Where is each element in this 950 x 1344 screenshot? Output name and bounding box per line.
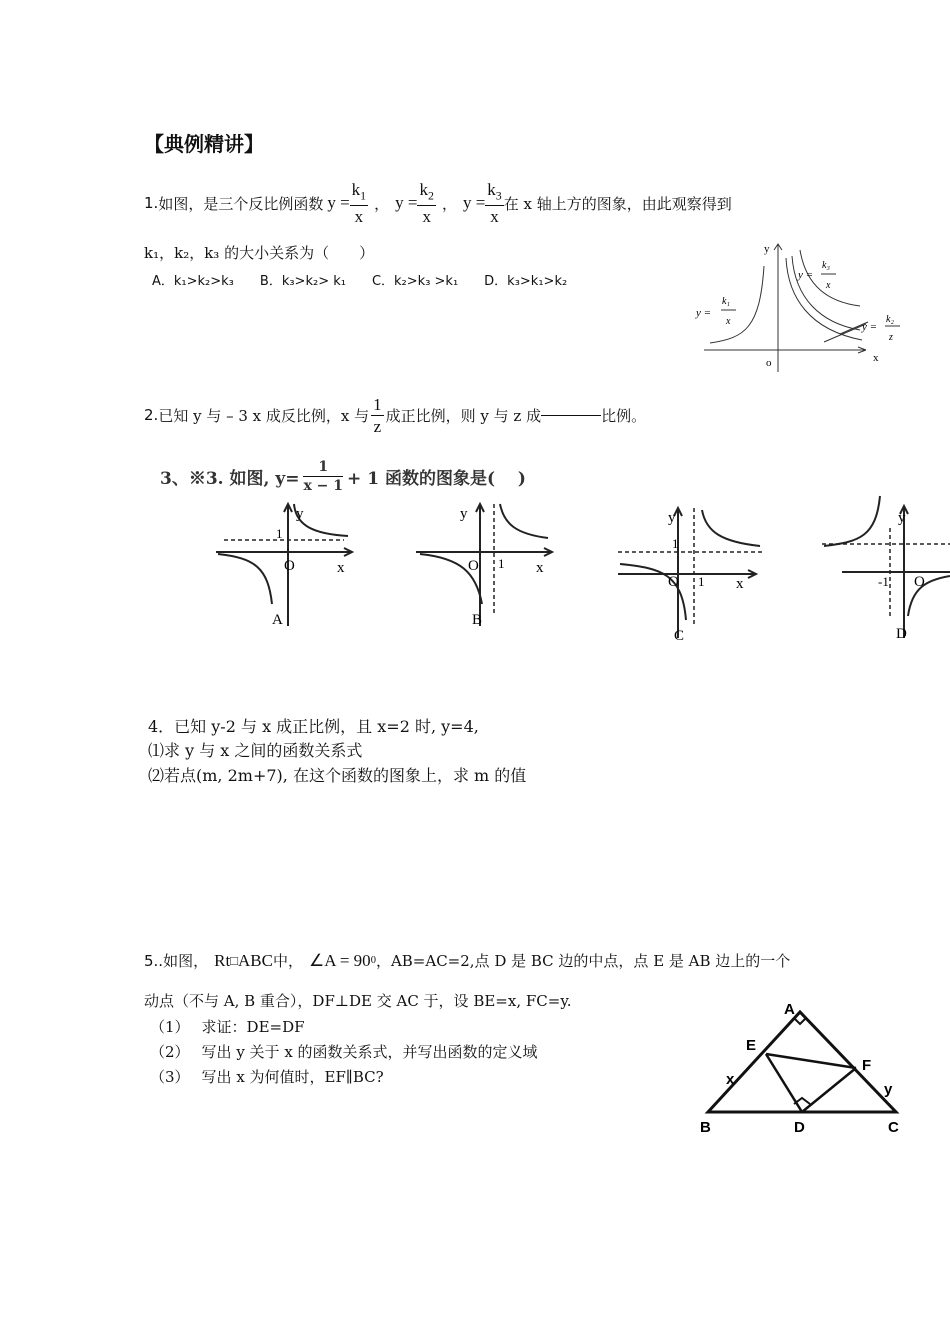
q5-item-1: （1） 求证：DE=DF [150,1018,305,1036]
svg-text:C: C [888,1119,899,1136]
q1-label-2-num: k₃ [822,260,830,271]
q1-f1-lhs: y = [327,193,350,212]
q4-part-2: ⑵若点(m, 2m+7), 在这个函数的图象上，求 m 的值 [148,766,527,785]
q1-f2-lhs: y = [395,193,418,212]
q3-fraction: $\frac{1}{x - 1}$ [303,458,344,494]
svg-text:x: x [536,560,544,576]
q5-item-2: （2） 写出 y 关于 x 的函数关系式，并写出函数的定义域 [150,1043,538,1061]
q1-graph-y: y [764,243,770,255]
svg-text:x: x [726,1071,735,1088]
q1-label-3-den: z [889,332,893,343]
svg-text:-1: -1 [878,574,889,589]
q1-graph-x: x [873,352,879,364]
q2-fraction: $\frac{1}{z}$ [373,394,382,436]
svg-text:x: x [736,576,744,592]
svg-text:1: 1 [498,556,505,571]
q3-stem: 3、※3. 如图, y= $\frac{1}{x - 1}$ + 1 函数的图象是( ) [160,458,526,494]
q1-graph [690,238,910,378]
q1-formula-2: $\frac{k_2}{x}$ [419,180,434,226]
svg-text:1: 1 [672,536,679,551]
q1-label-1-num: k₁ [722,296,730,307]
section-title: 【典例精讲】 [144,132,264,156]
svg-text:F: F [862,1057,872,1074]
q3-graph-b[interactable] [410,496,560,632]
svg-text:O: O [284,558,295,574]
q1-formula-1: $\frac{k_1}{x}$ [351,180,367,226]
svg-text:y: y [296,506,304,522]
svg-text:A: A [784,1001,795,1018]
q4-stem: 4．已知 y-2 与 x 成正比例，且 x=2 时, y=4, [148,717,479,736]
q1-number: 1. [144,194,159,212]
q2-part-b: 成正比例，则 y 与 z 成 [385,406,542,425]
q1-line2: k₁，k₂，k₃ 的大小关系为（ ） [144,244,375,262]
q1-label-3-lhs: y = [862,321,878,333]
q3-graph-d[interactable] [816,492,950,642]
q1-curve-k1 [710,266,764,343]
q1-graph-origin: o [766,357,772,369]
q3-option-c-label: C [674,628,685,644]
q3-graph-c[interactable] [612,500,768,644]
q2-part-a: 已知 y 与 – 3 x 成反比例，x 与 [158,406,370,425]
q5-stem: 5.. 如图， Rt □ ABC 中， ∠A = 90 0 ，AB=AC=2,点 D 是 BC 边的中点，点 E 是 AB 边上的一个 [144,950,791,970]
q1-label-1-lhs: y = [696,307,712,319]
q5-triangle-figure [690,996,920,1146]
q1-label-1-den: x [726,316,731,327]
q3-option-a-label: A [272,612,283,628]
q1-lead: 如图，是三个反比例函数 [158,194,324,213]
segment-ed [766,1054,802,1112]
svg-text:O: O [468,558,479,574]
svg-text:x: x [337,560,345,576]
q1-f3-lhs: y = [462,193,486,212]
q5-item-3: （3） 写出 x 为何值时，EF∥BC? [150,1068,384,1086]
q1-tail: 在 x 轴上方的图象，由此观察得到 [503,194,732,213]
q2-part-c: 比例。 [601,406,647,425]
svg-text:1: 1 [276,526,283,541]
svg-text:y: y [460,506,468,522]
svg-text:B: B [700,1119,711,1136]
q2-blank[interactable] [541,414,601,416]
svg-text:y: y [884,1081,893,1098]
q1-label-2-lhs: y = [798,269,814,281]
q1-label-2-den: x [826,280,831,291]
svg-text:O: O [914,574,925,590]
q3-option-d-label: D [896,626,907,642]
svg-text:E: E [746,1037,757,1054]
q1-stem: 1. 如图，是三个反比例函数 y = $\frac{k_1}{x}$ ， y = $\frac{k_2}{x}$ ， y = $\frac{k_3}{x}$ 在 x 轴上方的图象，由此观察得到 [144,180,732,226]
q5-line2: 动点（不与 A, B 重合），DF⊥DE 交 AC 于，设 BE=x, FC=y. [144,992,572,1010]
svg-text:1: 1 [698,574,705,589]
q4-part-1: ⑴求 y 与 x 之间的函数关系式 [148,741,363,760]
q3-graph-a[interactable] [210,496,360,632]
svg-text:y: y [668,510,676,526]
segment-df [802,1068,856,1112]
q1-label-3-num: k₂ [886,314,894,325]
svg-text:D: D [794,1119,805,1136]
svg-text:O: O [668,574,679,590]
q1-formula-3: $\frac{k_3}{x}$ [487,180,502,226]
q1-options: A．k₁>k₂>k₃ B．k₃>k₂> k₁ C．k₂>k₃ >k₁ D．k₃>k₁>k₂ [152,274,568,289]
q2-stem: 2. 已知 y 与 – 3 x 成反比例，x 与 $\frac{1}{z}$ 成正比例，则 y 与 z 成 比例。 [144,394,647,436]
svg-text:y: y [898,510,906,526]
q3-option-b-label: B [472,612,483,628]
